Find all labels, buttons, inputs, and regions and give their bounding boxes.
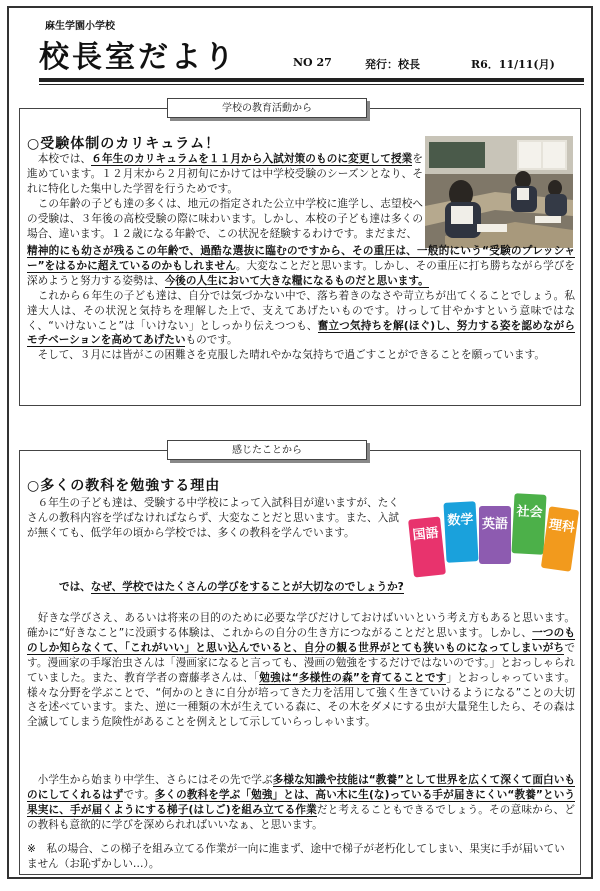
svg-text:国語 [412, 525, 440, 544]
subject-books-illustration [407, 490, 579, 580]
section1-paragraph-4 [27, 289, 575, 349]
book-eigo [479, 506, 511, 564]
section1-body [27, 244, 575, 363]
newsletter-header [9, 8, 591, 92]
text-run: これから６年生の子ども達は、自分では気づかない中で、落ち着きのなさや苛立ちが出てくることでしょう。私達大人は、その状況と気持ちを理解した上で、支えてあげたいものです。けっして甘やかすという意味ではなく、“いけないこと”は「いけない」としっかり伝えつつも、 [27, 289, 575, 332]
issue-date: R6．11/11(月) [471, 58, 555, 71]
text-run-emphasis: なぜ、学校ではたくさんの学びをすることが大切なのでしょうか? [90, 581, 404, 593]
text-run: を進めています。１２月末から２月初旬にかけては中学校受験のシーズンとなり、それに特化した集中した学習を行うためです。 [27, 153, 423, 195]
headline-exam-curriculum: ○受験体制のカリキュラム！ [27, 136, 221, 152]
text-run: 小学生から始まり中学生、さらにはその先で学ぶ [27, 774, 273, 786]
issue-number: NO 27 [293, 56, 332, 69]
classroom-photo [425, 136, 573, 248]
book-label-shakai: 社会 [516, 504, 543, 521]
text-run: 。大変なことだと思います。しかし、その重圧に打ち勝ちながら学びを深めようと努力する姿勢は、 [27, 259, 575, 287]
text-run-emphasis: 勉強は“多様性の森”を育てることです [259, 671, 447, 684]
text-run: そして、３月には皆がこの困難さを克服した晴れやかな気持ちで過ごすことができることを願っています。 [27, 349, 545, 362]
text-run: この年齢の子ども達の多くは、地元の指定された公立中学校に進学し、志望校への受験は、３年後の高校受験の際に味わいます。しかし、本校の子ども達は多くの場合、違います。１２歳になる年齢で、この状況を経験するわけです。まだまだ、 [27, 197, 423, 240]
book-shakai [511, 493, 546, 555]
publisher: 発行：校長 [365, 58, 420, 71]
text-run-emphasis: 多様な知識や技能は“教養”として世界を広くて深くて面白いものにしてくれるはず [27, 774, 575, 801]
section-tag-reflections: 感じたことから [167, 440, 367, 460]
text-run-emphasis: 今後の人生において大きな糧になるもの [164, 274, 356, 287]
text-run-emphasis: だと思います。 [355, 274, 429, 287]
section2-paragraph-1 [27, 496, 399, 541]
book-label-kokugo: 国語 [411, 525, 440, 544]
section1-paragraph-5 [27, 348, 575, 363]
section2-question [59, 580, 479, 595]
text-run: ６年生の子ども達は、受験する中学校によって入試科目が違いますが、たくさんの教科内容を学ばなければならず、大変なことだと思います。また、入試が無くても、低学年の頃から学校では、多くの教科を学んでいます。 [27, 497, 399, 539]
text-run: 本校では、 [27, 153, 92, 165]
text-run: です。 [123, 788, 155, 801]
section2-intro [27, 496, 399, 541]
section1-paragraph-3 [27, 244, 575, 289]
footnote: ※ 私の場合、この梯子を組み立てる作業が一向に進まず、途中で梯子が老朽化してしまい、果実に手が届いていません（お恥ずかしい…）。 [27, 843, 565, 870]
section2-paragraph-2 [27, 611, 575, 730]
book-label-sugaku: 数学 [447, 512, 474, 529]
section1-paragraph-2 [27, 197, 423, 242]
header-rule-thin [39, 84, 584, 85]
text-run: 」とおっしゃっています。様々な分野を学ぶことで、“何かのときに自分が培ってきた力を活用して強く生きていけるようになる”ことの大切さを述べています。また、逆に一種類の木が生えている森に、その木をダメにする虫が大量発生したら、その森は全滅してしまう危険性があることを例えとして示していらっしゃいます。 [27, 671, 575, 729]
text-run: ものです。 [185, 334, 238, 347]
headline-many-subjects: ○多くの教科を勉強する理由 [27, 478, 221, 494]
book-label-rika: 理科 [547, 517, 576, 536]
text-run-emphasis: 一つのものしか知らなくて、「これがいい」と思い込んでいると、自分の観る世界がとても狭いものになってしまいがち [27, 626, 575, 654]
school-name: 麻生学園小学校 [45, 21, 115, 32]
text-run: では、 [59, 581, 91, 593]
book-rika [541, 506, 579, 572]
book-sugaku [443, 501, 478, 563]
header-rule-thick [39, 78, 584, 82]
text-run-emphasis: 精神的にも幼さが残るこの年齢で、過酷な選抜に臨むのですから、その重圧は、一般的にいう“受験のプレッシャー”をはるかに超えているのかもしれません [27, 245, 575, 272]
text-run-emphasis: ６年生のカリキュラムを１１月から入試対策のものに変更して授業 [91, 153, 413, 165]
text-run-emphasis: 多くの教科を学ぶ「勉強」とは、高い木に生(な)っている手が届きにくい“教養”という果実に、手が届くようにする梯子(はしご)を組み立てる作業 [27, 788, 576, 816]
text-run: 好きな学びさえ、あるいは将来の目的のために必要な学びだけしておけばいいという考え方もあると思います。確かに“好きなこと”に没頭する体験は、これからの自分の生き方につながることだと思います。しかし、 [27, 612, 575, 639]
section-tag-education: 学校の教育活動から [167, 98, 367, 118]
text-run: だと考えることもできるでしょう。その意味から、どの教科も意欲的に学びを深められればいいなぁ、と思います。 [27, 803, 575, 831]
newsletter-page [7, 6, 593, 879]
section2-body [27, 611, 575, 730]
section1-intro [27, 152, 423, 241]
book-kokugo [408, 516, 446, 577]
section2-paragraph-3 [27, 773, 575, 833]
section1-paragraph-1 [27, 152, 423, 197]
text-run-emphasis: 奮立つ気持ちを解(ほぐ)し、努力する姿を認めながらモチベーションを高めてあげたい [27, 319, 575, 347]
section2-conclusion [27, 773, 575, 833]
book-label-eigo: 英語 [481, 517, 509, 532]
newsletter-title: 校長室だより [39, 40, 237, 75]
text-run: です。漫画家の手塚治虫さんは「漫画家になると言っても、漫画の勉強をするだけではないのです。」とおっしゃられていました。また、教育学者の齋藤孝さんは、「 [27, 641, 575, 684]
